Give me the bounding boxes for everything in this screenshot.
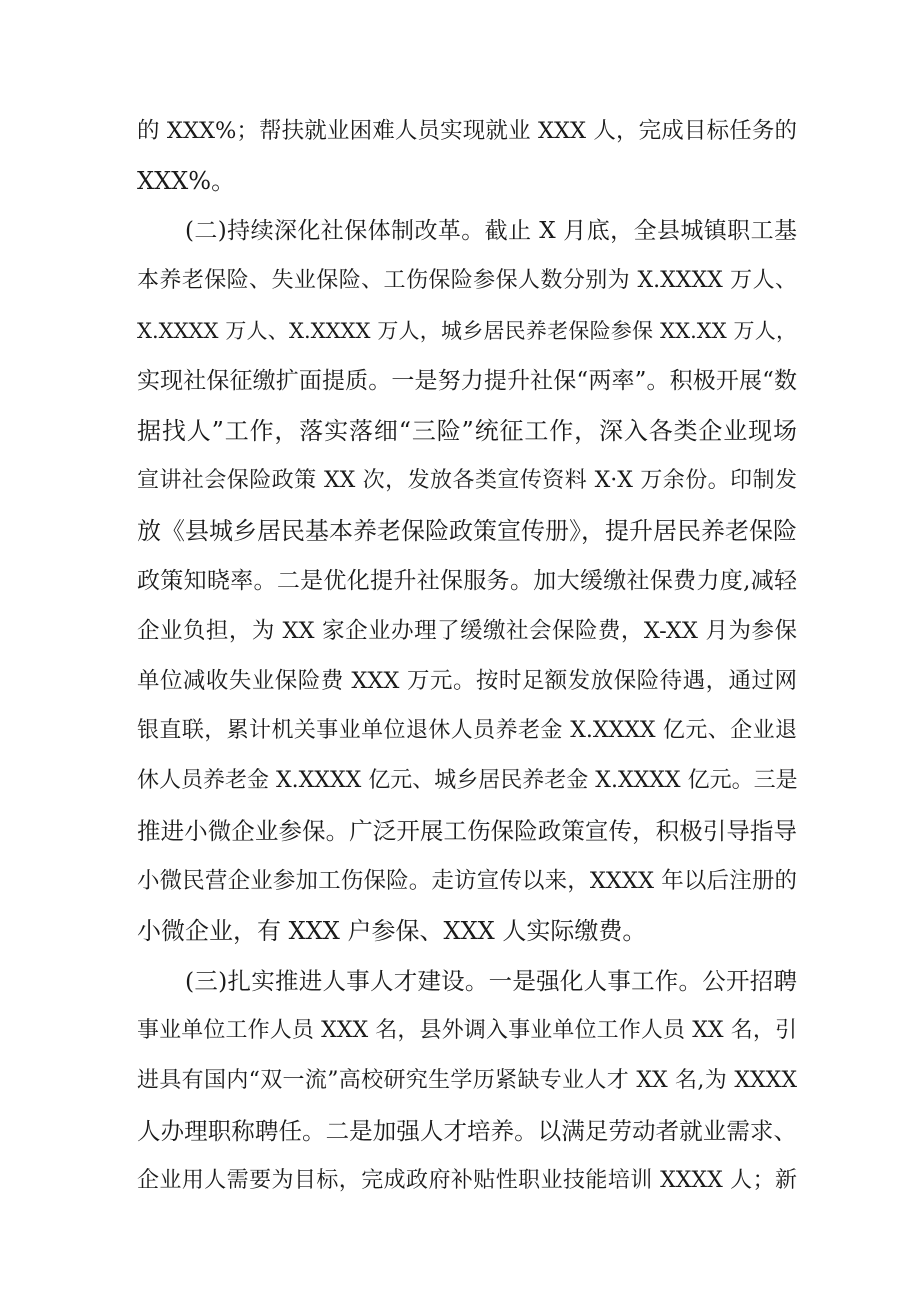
section-heading-line: (三)扎实推进人事人才建设。一是强化人事工作。公开招聘 [185, 967, 797, 995]
text-line: 政策知晓率。二是优化提升社保服务。加大缓缴社保费力度,减轻 [137, 568, 797, 594]
text-line: 事业单位工作人员 XXX 名，县外调入事业单位工作人员 XX 名，引 [137, 1018, 797, 1043]
text-line: 银直联，累计机关事业单位退休人员养老金 X.XXXX 亿元、企业退 [137, 718, 797, 743]
text-line: 小微企业，有 XXX 户参保、XXX 人实际缴费。 [137, 917, 647, 945]
text-line: 放《县城乡居民基本养老保险政策宣传册》，提升居民养老保险 [137, 517, 797, 545]
text-line: 单位减收失业保险费 XXX 万元。按时足额发放保险待遇，通过网 [137, 668, 797, 694]
text-line: 企业负担，为 XX 家企业办理了缓缴社会保险费，X-XX 月为参保 [137, 618, 797, 644]
section-heading-line: (二)持续深化社保体制改革。截止 X 月底，全县城镇职工基 [185, 218, 797, 244]
text-line: XXX%。 [137, 167, 236, 195]
text-line: 休人员养老金 X.XXXX 亿元、城乡居民养老金 X.XXXX 亿元。三是 [137, 768, 798, 793]
text-line: X.XXXX 万人、X.XXXX 万人，城乡居民养老保险参保 XX.XX 万人， [137, 319, 797, 343]
text-line: 本养老保险、失业保险、工伤保险参保人数分别为 X.XXXX 万人、 [137, 268, 797, 293]
text-line: 实现社保征缴扩面提质。一是努力提升社保“两率”。积极开展“数 [137, 368, 797, 394]
text-line: 宣讲社会保险政策 XX 次，发放各类宣传资料 X·X 万余份。印制发 [137, 468, 797, 493]
text-line: 的 XXX%；帮扶就业困难人员实现就业 XXX 人，完成目标任务的 [137, 118, 797, 144]
text-line: 人办理职称聘任。二是加强人才培养。以满足劳动者就业需求、 [137, 1117, 797, 1145]
text-line: 进具有国内“双一流”高校研究生学历紧缺专业人才 XX 名,为 XXXX [137, 1068, 797, 1093]
text-line: 推进小微企业参保。广泛开展工伤保险政策宣传，积极引导指导 [137, 817, 797, 845]
text-line: 小微民营企业参加工伤保险。走访宣传以来，XXXX 年以后注册的 [137, 868, 797, 894]
text-line: 据找人”工作，落实落细“三险”统征工作，深入各类企业现场 [137, 417, 797, 445]
text-line: 企业用人需要为目标，完成政府补贴性职业技能培训 XXXX 人；新 [137, 1168, 797, 1193]
